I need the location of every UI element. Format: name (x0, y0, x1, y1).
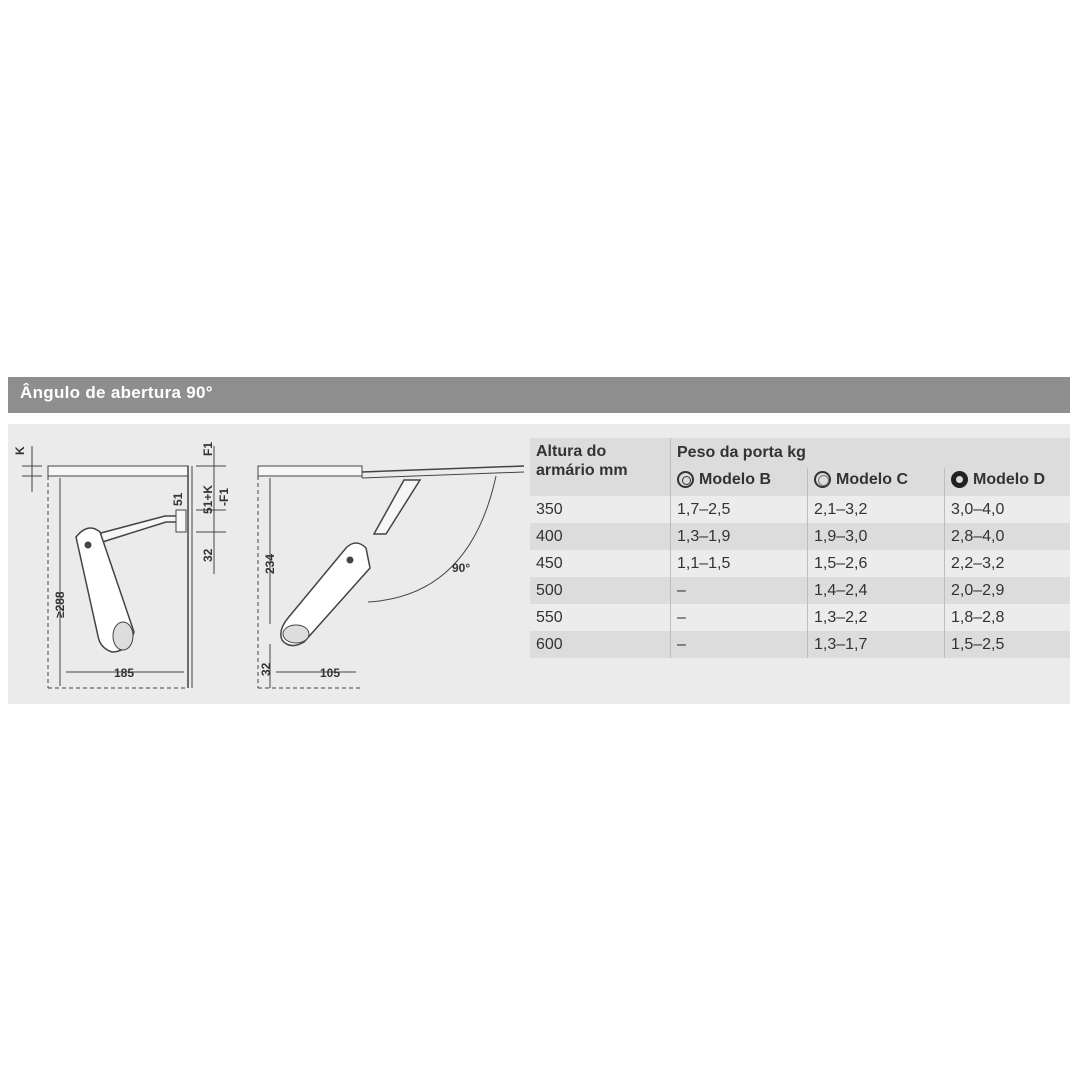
cell-model-d: 3,0–4,0 (945, 496, 1071, 523)
cell-height: 350 (530, 496, 671, 523)
label-234: 234 (263, 553, 277, 574)
cell-model-c: 2,1–3,2 (808, 496, 945, 523)
header-model-c (808, 468, 945, 496)
open-door-lower (362, 472, 524, 478)
cell-model-c: 1,3–2,2 (808, 604, 945, 631)
open-door (362, 466, 524, 472)
pivot-point-right (347, 557, 353, 563)
lift-arm-right (374, 480, 420, 534)
cell-model-c: 1,3–1,7 (808, 631, 945, 658)
header-cabinet-height-line2: armário mm (536, 462, 628, 479)
header-cabinet-height (530, 438, 671, 496)
model-d-label: Modelo D (973, 470, 1045, 488)
cell-model-d: 2,8–4,0 (945, 523, 1071, 550)
pivot-point (85, 542, 91, 548)
flap-handle (113, 622, 133, 650)
label-angle: 90° (452, 561, 471, 575)
label-288: ≥288 (53, 591, 67, 618)
label-185: 185 (114, 666, 135, 680)
ring-d-icon (951, 471, 968, 488)
table-row (530, 496, 1070, 523)
mounting-plate (176, 510, 186, 532)
ring-c-icon (814, 471, 831, 488)
section-title: Ângulo de abertura 90° (20, 383, 213, 402)
label-32-right: 32 (259, 662, 273, 676)
cabinet-top-panel-right (258, 466, 362, 476)
label-51k: 51+K (201, 484, 215, 514)
cell-model-c: 1,4–2,4 (808, 577, 945, 604)
right-view (258, 466, 524, 688)
ring-b-icon (677, 471, 694, 488)
cell-model-d: 2,2–3,2 (945, 550, 1071, 577)
cell-height: 500 (530, 577, 671, 604)
table-row (530, 550, 1070, 577)
angle-arc (368, 476, 496, 602)
cell-model-d: 1,5–2,5 (945, 631, 1071, 658)
label-k: K (13, 446, 27, 455)
table-row (530, 631, 1070, 658)
label-32-left: 32 (201, 548, 215, 562)
cell-model-b: – (671, 631, 808, 658)
cabinet-top-panel (48, 466, 188, 476)
cell-height: 600 (530, 631, 671, 658)
model-c-label: Modelo C (836, 470, 908, 488)
cell-height: 400 (530, 523, 671, 550)
cell-model-b: 1,1–1,5 (671, 550, 808, 577)
table-row (530, 523, 1070, 550)
cell-model-c: 1,5–2,6 (808, 550, 945, 577)
cell-model-b: – (671, 604, 808, 631)
table-row (530, 604, 1070, 631)
left-view (22, 446, 226, 688)
label-105: 105 (320, 666, 341, 680)
cell-model-d: 2,0–2,9 (945, 577, 1071, 604)
cell-model-b: – (671, 577, 808, 604)
table-row (530, 577, 1070, 604)
header-model-b (671, 468, 808, 496)
header-cabinet-height-line1: Altura do (536, 443, 607, 460)
cell-model-b: 1,3–1,9 (671, 523, 808, 550)
header-door-weight: Peso da porta kg (671, 438, 1071, 468)
cell-model-b: 1,7–2,5 (671, 496, 808, 523)
cell-model-c: 1,9–3,0 (808, 523, 945, 550)
weight-table (530, 438, 1070, 658)
label-f1: F1 (201, 441, 215, 456)
cell-height: 450 (530, 550, 671, 577)
cell-height: 550 (530, 604, 671, 631)
flap-handle-right (283, 625, 309, 643)
label-51: 51 (171, 492, 185, 506)
label-minus-f1: -F1 (217, 488, 231, 506)
header-model-d (945, 468, 1071, 496)
model-b-label: Modelo B (699, 470, 771, 488)
cell-model-d: 1,8–2,8 (945, 604, 1071, 631)
